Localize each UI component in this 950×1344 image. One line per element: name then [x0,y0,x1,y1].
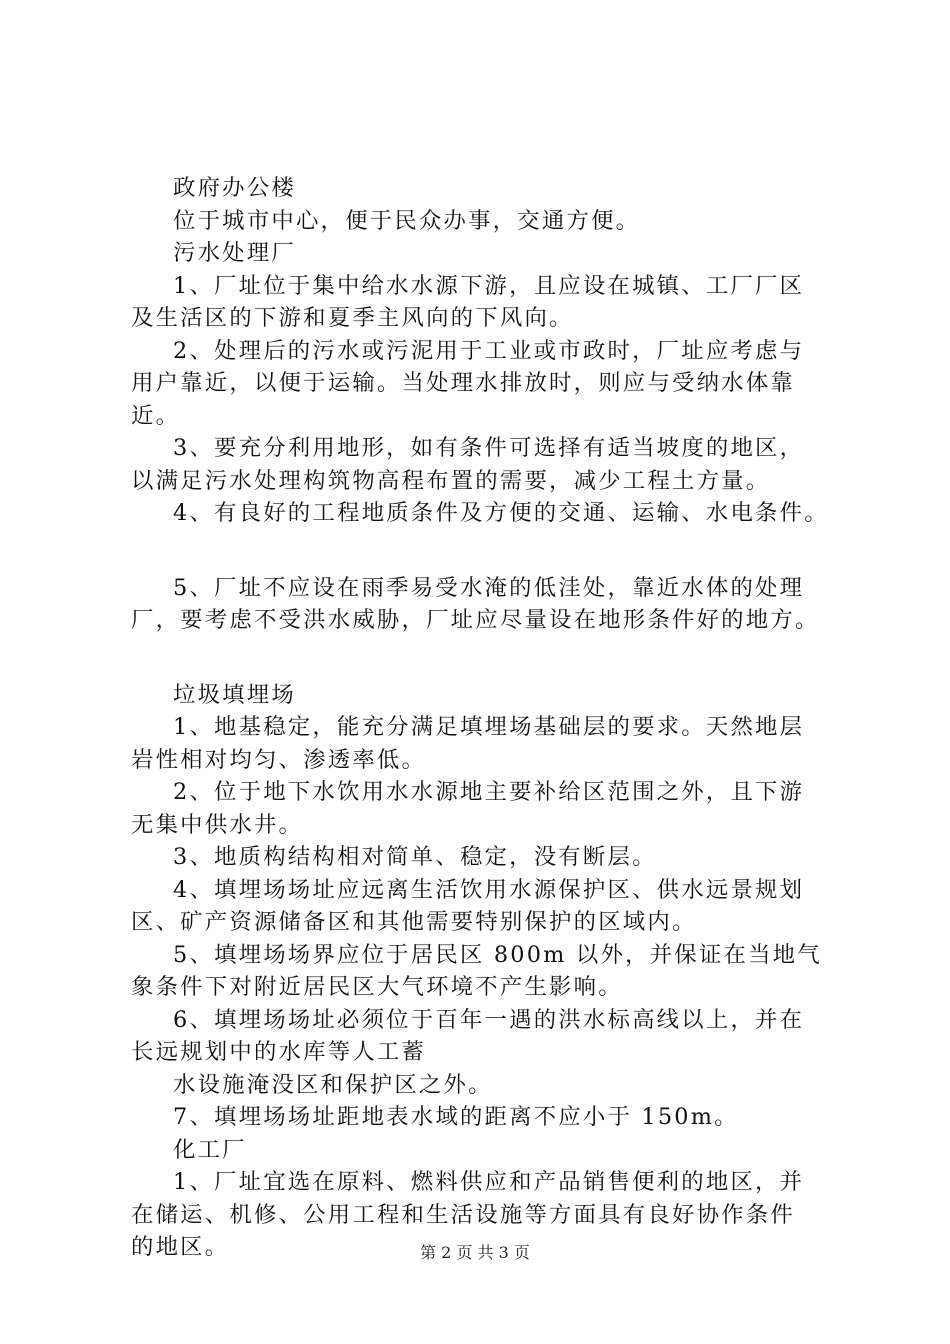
paragraph-line: 2、处理后的污水或污泥用于工业或市政时，厂址应考虑与 [173,337,805,364]
paragraph-line: 5、厂址不应设在雨季易受水淹的低洼处，靠近水体的处理 [173,574,805,601]
paragraph-line: 4、有良好的工程地质条件及方便的交通、运输、水电条件。 [173,500,829,526]
paragraph-line: 7、填埋场场址距地表水域的距离不应小于 150m。 [173,1104,739,1130]
paragraph-line: 近。 [131,402,181,429]
paragraph-line: 区、矿产资源储备区和其他需要特别保护的区域内。 [131,909,697,935]
section-heading-landfill: 垃圾填埋场 [173,681,296,708]
document-body [131,172,843,1264]
paragraph-line: 用户靠近，以便于运输。当处理水排放时，则应与受纳水体靠 [131,370,795,396]
paragraph-line: 6、填埋场场址必须位于百年一遇的洪水标高线以上，并在 [173,1006,805,1033]
paragraph-gov-building: 位于城市中心，便于民众办事，交通方便。 [173,207,641,234]
section-heading-gov-building: 政府办公楼 [173,175,296,201]
paragraph-line: 及生活区的下游和夏季主风向的下风向。 [131,305,574,331]
paragraph-line: 的地区。 [131,1234,230,1260]
blank-line [131,637,843,679]
paragraph-line: 3、要充分利用地形，如有条件可选择有适当坡度的地区， [173,435,805,461]
section-heading-sewage-plant: 污水处理厂 [173,240,296,266]
paragraph-line: 长远规划中的水库等人工蓄 [131,1039,427,1065]
page-footer: 第 2 页 共 3 页 [420,1243,530,1262]
paragraph-line: 厂，要考虑不受洪水威胁，厂址应尽量设在地形条件好的地方。 [131,607,820,633]
paragraph-line: 水设施淹没区和保护区之外。 [173,1071,493,1098]
paragraph-line: 3、地质构结构相对简单、稳定，没有断层。 [173,844,657,870]
paragraph-line: 以满足污水处理构筑物高程布置的需要，减少工程土方量。 [131,467,771,494]
paragraph-line: 4、填埋场场址应远离生活饮用水源保护区、供水远景规划 [173,876,805,903]
paragraph-line: 1、地基稳定，能充分满足填埋场基础层的要求。天然地层 [173,714,805,740]
paragraph-line: 1、厂址位于集中给水水源下游，且应设在城镇、工厂厂区 [173,272,805,299]
paragraph-line: 在储运、机修、公用工程和生活设施等方面具有良好协作条件 [131,1201,795,1228]
paragraph-line: 岩性相对均匀、渗透率低。 [131,746,427,773]
paragraph-line: 1、厂址宜选在原料、燃料供应和产品销售便利的地区，并 [173,1169,805,1195]
paragraph-line: 无集中供水井。 [131,811,304,838]
paragraph-line: 象条件下对附近居民区大气环境不产生影响。 [131,974,623,1000]
blank-line [131,530,843,572]
paragraph-line: 5、填埋场场界应位于居民区 800m 以外，并保证在当地气 [173,941,822,968]
paragraph-line: 2、位于地下水饮用水水源地主要补给区范围之外，且下游 [173,779,805,805]
section-heading-chemical-plant: 化工厂 [173,1136,247,1163]
